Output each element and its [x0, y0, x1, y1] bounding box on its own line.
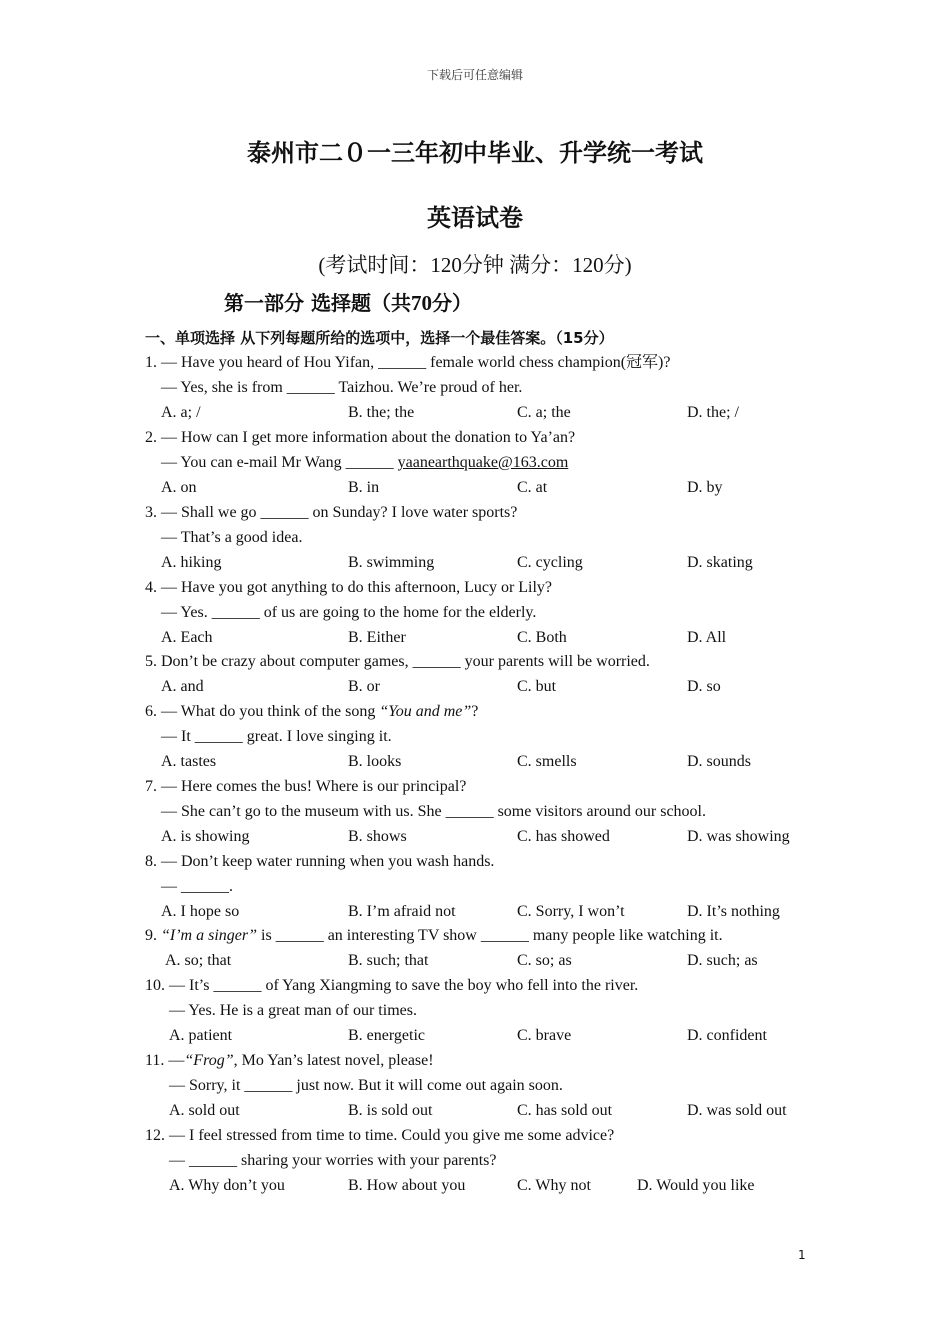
question-9-text-a: 9.: [145, 927, 161, 944]
question-2-option-d: D. by: [687, 479, 723, 496]
question-3-option-b: B. swimming: [348, 554, 435, 571]
question-11-line-2: — Sorry, it ______ just now. But it will come out again soon.: [169, 1077, 563, 1094]
question-12-option-b: B. How about you: [348, 1177, 466, 1194]
question-3-option-c: C. cycling: [517, 554, 583, 571]
question-6-line-2: — It ______ great. I love singing it.: [161, 728, 392, 745]
question-3-option-a: A. hiking: [161, 554, 222, 571]
question-2-line-1: 2. — How can I get more information about the donation to Ya’an?: [145, 429, 576, 446]
part-heading-suffix: 分）: [431, 291, 472, 315]
question-2-option-a: A. on: [161, 479, 197, 496]
question-12-line-1: 12. — I feel stressed from time to time. Could you give me some advice?: [145, 1127, 615, 1144]
question-6-option-b: B. looks: [348, 753, 402, 770]
question-6-line-1: [145, 702, 478, 722]
question-5-option-c: C. but: [517, 678, 557, 695]
question-9-text-b: is ______ an interesting TV show ______ many people like watching it.: [257, 927, 723, 944]
question-9-option-c: C. so; as: [517, 952, 572, 969]
question-2-option-b: B. in: [348, 479, 380, 496]
question-7-line-2: — She can’t go to the museum with us. She ______ some visitors around our school.: [161, 803, 706, 820]
question-5-option-d: D. so: [687, 678, 721, 695]
question-4-option-b: B. Either: [348, 629, 406, 646]
question-8-line-1: 8. — Don’t keep water running when you wash hands.: [145, 853, 495, 870]
question-8-line-2: — ______.: [161, 878, 233, 895]
question-10-line-1: 10. — It’s ______ of Yang Xiangming to save the boy who fell into the river.: [145, 977, 639, 994]
question-1-line-1: 1. — Have you heard of Hou Yifan, ______ female world chess champion(冠军)?: [145, 354, 671, 371]
question-8-option-a: A. I hope so: [161, 903, 240, 920]
question-6-option-a: A. tastes: [161, 753, 217, 770]
question-2-option-c: C. at: [517, 479, 548, 496]
question-10-option-c: C. brave: [517, 1027, 572, 1044]
question-1-option-b: B. the; the: [348, 404, 415, 421]
question-10-line-2: — Yes. He is a great man of our times.: [169, 1002, 417, 1019]
part-heading: [224, 287, 472, 316]
question-5-option-a: A. and: [161, 678, 204, 695]
song-title: “You and me”: [379, 703, 472, 720]
exam-info: (考试时间：120分钟 满分：120分): [318, 253, 632, 277]
question-11-option-d: D. was sold out: [687, 1102, 787, 1119]
question-7-option-b: B. shows: [348, 828, 407, 845]
question-9-option-d: D. such; as: [687, 952, 758, 969]
question-2-line-2: [161, 453, 568, 473]
question-4-option-c: C. Both: [517, 629, 567, 646]
question-12-option-a: A. Why don’t you: [169, 1177, 285, 1194]
question-4-option-a: A. Each: [161, 629, 213, 646]
question-12-option-d: D. Would you like: [637, 1177, 755, 1194]
question-6-text-a: 6. — What do you think of the song: [145, 703, 380, 720]
section-heading: 一、单项选择 从下列每题所给的选项中，选择一个最佳答案。（15分）: [145, 329, 614, 347]
question-4-line-1: 4. — Have you got anything to do this afternoon, Lucy or Lily?: [145, 579, 553, 596]
question-11-option-a: A. sold out: [169, 1102, 240, 1119]
question-8-option-c: C. Sorry, I won’t: [517, 903, 625, 920]
question-5-line-1: 5. Don’t be crazy about computer games, ______ your parents will be worried.: [145, 653, 650, 670]
question-2-line-2-text: — You can e-mail Mr Wang ______: [161, 454, 398, 471]
question-12-line-2: — ______ sharing your worries with your parents?: [169, 1152, 497, 1169]
question-11-option-c: C. has sold out: [517, 1102, 613, 1119]
question-5-option-b: B. or: [348, 678, 380, 695]
question-1-option-c: C. a; the: [517, 404, 571, 421]
part-heading-number: 70: [410, 291, 432, 315]
question-9-line-1: [145, 926, 723, 946]
question-1-option-d: D. the; /: [687, 404, 739, 421]
page-number: 1: [798, 1248, 806, 1262]
question-8-option-d: D. It’s nothing: [687, 903, 780, 920]
question-11-line-1: [145, 1051, 434, 1071]
question-7-option-c: C. has showed: [517, 828, 610, 845]
question-7-option-d: D. was showing: [687, 828, 790, 845]
question-4-line-2: — Yes. ______ of us are going to the home for the elderly.: [161, 604, 537, 621]
donation-email-link[interactable]: yaanearthquake@163.com: [397, 454, 569, 471]
question-6-text-b: ?: [471, 703, 479, 720]
question-10-option-b: B. energetic: [348, 1027, 426, 1044]
question-1-line-2: — Yes, she is from ______ Taizhou. We’re proud of her.: [161, 379, 523, 396]
question-6-option-c: C. smells: [517, 753, 577, 770]
question-7-line-1: 7. — Here comes the bus! Where is our principal?: [145, 778, 467, 795]
question-10-option-a: A. patient: [169, 1027, 233, 1044]
show-title: “I’m a singer”: [161, 927, 258, 944]
question-3-line-1: 3. — Shall we go ______ on Sunday? I love water sports?: [145, 504, 518, 521]
question-11-text-b: , Mo Yan’s latest novel, please!: [233, 1052, 434, 1069]
question-3-line-2: — That’s a good idea.: [161, 529, 303, 546]
question-9-option-a: A. so; that: [165, 952, 232, 969]
question-1-option-a: A. a; /: [161, 404, 201, 421]
question-11-option-b: B. is sold out: [348, 1102, 433, 1119]
exam-subtitle: 英语试卷: [427, 204, 523, 232]
header-note: 下载后可任意编辑: [426, 68, 523, 82]
question-12-option-c: C. Why not: [517, 1177, 591, 1194]
question-8-option-b: B. I’m afraid not: [348, 903, 456, 920]
question-7-option-a: A. is showing: [161, 828, 250, 845]
question-9-option-b: B. such; that: [348, 952, 429, 969]
question-4-option-d: D. All: [687, 629, 727, 646]
question-3-option-d: D. skating: [687, 554, 753, 571]
question-10-option-d: D. confident: [687, 1027, 767, 1044]
novel-title: “Frog”: [184, 1052, 234, 1069]
question-6-option-d: D. sounds: [687, 753, 752, 770]
question-11-text-a: 11. —: [145, 1052, 185, 1069]
exam-title: 泰州市二０一三年初中毕业、升学统一考试: [247, 139, 703, 167]
part-heading-prefix: 第一部分 选择题（共: [224, 291, 411, 315]
